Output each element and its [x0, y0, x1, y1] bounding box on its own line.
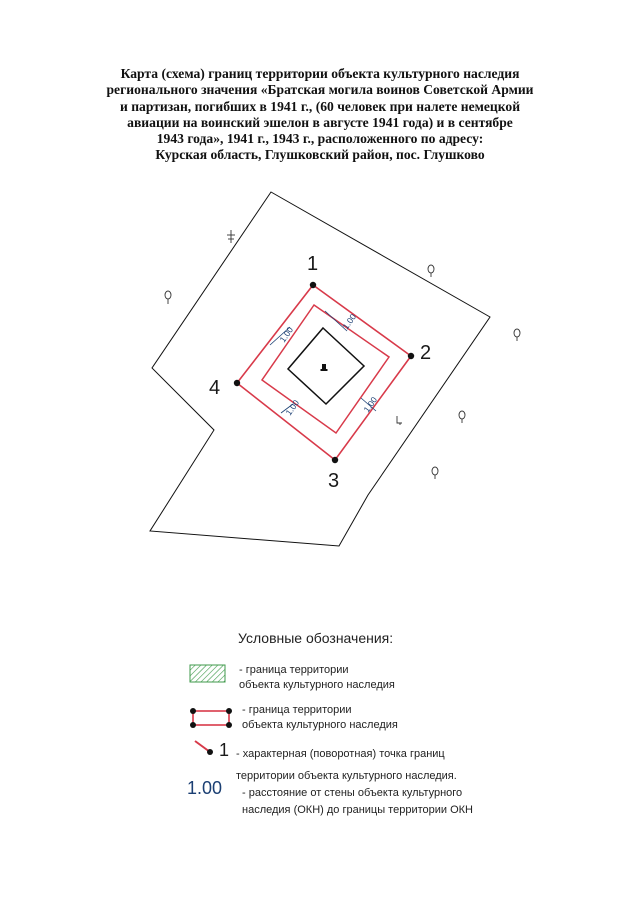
title-line: Карта (схема) границ территории объекта культурного наследия — [120, 66, 520, 81]
title-line: Курская область, Глушковский район, пос. Глушково — [155, 147, 485, 163]
deciduous-tree-icon — [459, 411, 465, 423]
title-line: регионального значения «Братская могила воинов Советской Армии — [106, 82, 534, 98]
deciduous-tree-icon — [514, 329, 520, 341]
boundary-point-4-label: 4 — [209, 377, 221, 399]
distance-label: 1.00 — [361, 394, 380, 415]
boundary-point-3-marker — [332, 457, 338, 463]
title-line: и партизан, погибших в 1941 г., (60 человек при налете немецкой — [119, 98, 521, 114]
legend-text-line: объекта культурного наследия — [239, 679, 395, 691]
legend-text-line: объекта культурного наследия — [242, 719, 398, 731]
legend-turning-point-swatch — [195, 741, 213, 755]
legend-text-line: наследия (ОКН) до границы территории ОКН — [242, 804, 473, 816]
boundary-point-1-label: 1 — [307, 253, 319, 275]
legend-text-line: - граница территории — [239, 664, 349, 676]
boundary-point-1-marker — [310, 282, 316, 288]
conifer-tree-icon — [227, 230, 235, 243]
legend-title: Условные обозначения: — [238, 630, 394, 646]
deciduous-tree-icon — [428, 265, 434, 277]
legend-distance-value: 1.00 — [187, 778, 223, 798]
legend-boundary-line-swatch — [190, 708, 232, 728]
legend-turning-point-text — [236, 743, 457, 787]
legend-text-line: - расстояние от стены объекта культурного — [242, 787, 463, 799]
legend-hatched-area-swatch — [190, 665, 225, 682]
boundary-point-3-label: 3 — [328, 470, 340, 492]
title-line: 1943 года», 1941 г., 1943 г., расположенного по адресу: — [156, 131, 484, 147]
legend-text-line: территории объекта культурного наследия. — [236, 770, 457, 782]
title-line: авиации на воинский эшелон в августе 1941 года) и в сентябре — [127, 114, 513, 130]
distance-label: 1.00 — [277, 324, 296, 345]
legend-boundary-line-text — [242, 703, 398, 733]
legend-turning-point-number: 1 — [219, 740, 230, 760]
settlement-parcel-outline — [150, 192, 490, 546]
boundary-point-2-marker — [408, 353, 414, 359]
legend-hatched-area-text — [239, 663, 395, 693]
boundary-point-4-marker — [234, 380, 240, 386]
monument-icon — [321, 364, 328, 371]
distance-label: 1.00 — [283, 397, 302, 418]
deciduous-tree-icon — [165, 291, 171, 304]
distance-label: 1.00 — [340, 311, 359, 332]
legend-text-line: - граница территории — [242, 704, 352, 716]
shrub-symbol-icon — [397, 416, 402, 425]
deciduous-tree-icon — [432, 467, 438, 479]
legend-distance-text — [242, 785, 473, 819]
legend-text-line: - характерная (поворотная) точка границ — [236, 748, 445, 760]
boundary-point-2-label: 2 — [420, 342, 432, 364]
